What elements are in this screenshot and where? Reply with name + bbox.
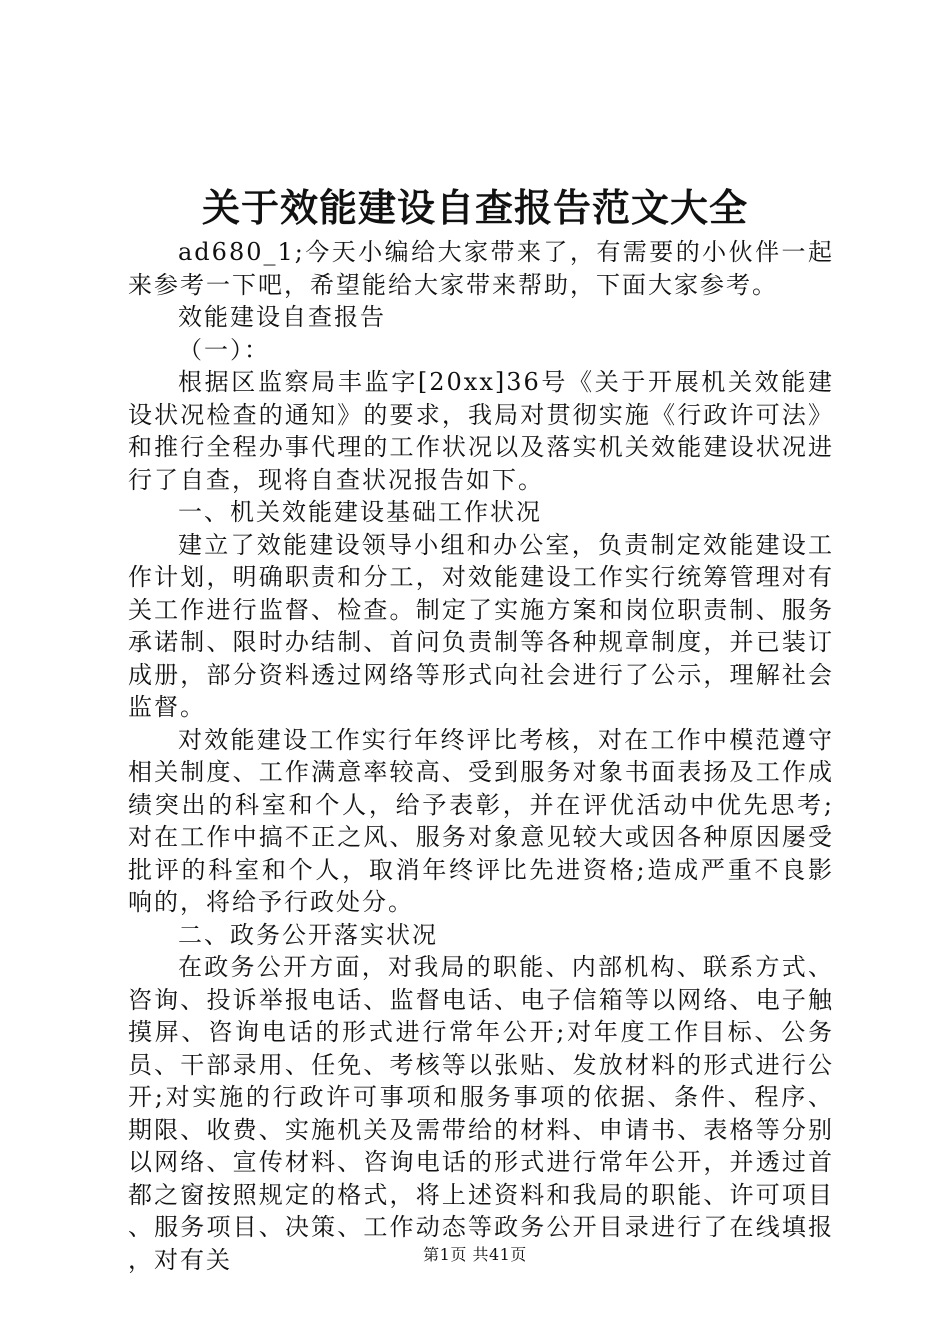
section-heading: 一、机关效能建设基础工作状况	[178, 498, 542, 526]
body-paragraph: 在政务公开方面，对我局的职能、内部机构、联系方式、咨询、投诉举报电话、监督电话、电子信箱等以网络、电子触摸屏、咨询电话的形式进行常年公开;对年度工作目标、公务员、干部录用、任免、考核等以张贴、发放材料的形式进行公开;对实施的行政许可事项和服务事项的依据、条件、程序、期限、收费、实施机关及需带给的材料、申请书、表格等分别以网络、宣传材料、咨询电话的形式进行常年公开，并透过首都之窗按照规定的格式，将上述资料和我局的职能、许可项目、服务项目、决策、工作动态等政务公开目录进行了在线填报，对有关	[128, 953, 834, 1274]
document-title: 关于效能建设自查报告范文大全	[201, 185, 748, 230]
body-paragraph: 建立了效能建设领导小组和办公室，负责制定效能建设工作计划，明确职责和分工，对效能建设工作实行统筹管理对有关工作进行监督、检查。制定了实施方案和岗位职责制、服务承诺制、限时办结制、首问负责制等各种规章制度，并已装订成册，部分资料透过网络等形式向社会进行了公示，理解社会监督。	[128, 530, 834, 721]
body-paragraph: 根据区监察局丰监字[20xx]36号《关于开展机关效能建设状况检查的通知》的要求，我局对贯彻实施《行政许可法》和推行全程办事代理的工作状况以及落实机关效能建设状况进行了自查，现将自查状况报告如下。	[128, 368, 834, 494]
page-number-footer: 第1页 共41页	[423, 1245, 527, 1264]
sub-heading: （一）：	[178, 335, 270, 364]
intro-paragraph: ad680_1;今天小编给大家带来了，有需要的小伙伴一起来参考一下吧，希望能给大家带来帮助，下面大家参考。	[128, 238, 834, 299]
document-body	[128, 236, 834, 1276]
body-paragraph: 对效能建设工作实行年终评比考核，对在工作中模范遵守相关制度、工作满意率较高、受到服务对象书面表扬及工作成绩突出的科室和个人，给予表彰，并在评优活动中优先思考;对在工作中搞不正之风、服务对象意见较大或因各种原因屡受批评的科室和个人，取消年终评比先进资格;造成严重不良影响的，将给予行政处分。	[128, 725, 834, 916]
section-heading: 效能建设自查报告	[178, 303, 386, 331]
section-heading: 二、政务公开落实状况	[178, 920, 438, 949]
